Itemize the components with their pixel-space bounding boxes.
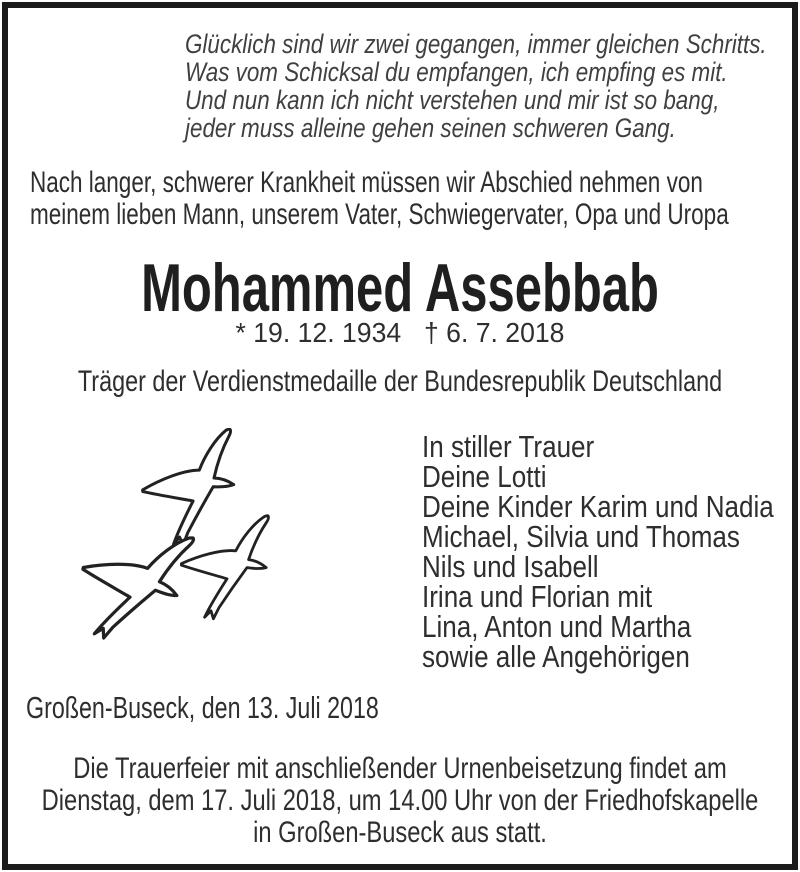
- poem-line: Was vom Schicksal du empfangen, ich empfing es mit.: [185, 57, 728, 87]
- poem-line: Glücklich sind wir zwei gegangen, immer gleichen Schritts.: [185, 29, 767, 59]
- mourner-line: Deine Kinder Karim und Nadia: [422, 489, 774, 524]
- intro-text: [30, 167, 729, 231]
- funeral-info: [42, 753, 759, 849]
- mourner-line: Deine Lotti: [422, 459, 547, 494]
- place-date-line: Großen-Buseck, den 13. Juli 2018: [26, 690, 379, 725]
- mourner-line: sowie alle Angehörigen: [422, 639, 690, 674]
- poem-line: Und nun kann ich nicht verstehen und mir ist so bang,: [185, 85, 720, 115]
- mourner-line: Michael, Silvia und Thomas: [422, 519, 740, 554]
- mourners-list: [422, 429, 774, 674]
- funeral-line: Dienstag, dem 17. Juli 2018, um 14.00 Uhr von der Friedhofskapelle: [41, 784, 759, 817]
- mourner-line: Irina und Florian mit: [422, 579, 653, 614]
- death-date: † 6. 7. 2018: [423, 317, 565, 348]
- bird-bottom-left: [70, 514, 194, 653]
- intro-line: meinem lieben Mann, unserem Vater, Schwiegervater, Opa und Uropa: [30, 198, 729, 231]
- deceased-name: Mohammed Assebbab: [141, 250, 659, 326]
- funeral-line: Die Trauerfeier mit anschließender Urnenbeisetzung findet am: [73, 752, 727, 785]
- bird-top: [137, 429, 242, 549]
- mourner-line: In stiller Trauer: [422, 429, 595, 464]
- birth-date: * 19. 12. 1934: [235, 317, 402, 348]
- intro-line: Nach langer, schwerer Krankheit müssen wir Abschied nehmen von: [30, 166, 703, 199]
- mourner-line: Nils und Isabell: [422, 549, 599, 584]
- flying-birds-illustration: [70, 428, 400, 683]
- funeral-line: in Großen-Buseck aus statt.: [253, 816, 547, 849]
- poem: [185, 30, 767, 142]
- mourner-line: Lina, Anton und Martha: [422, 609, 692, 644]
- life-dates: [236, 318, 565, 348]
- poem-line: jeder muss alleine gehen seinen schweren Gang.: [185, 113, 676, 143]
- bird-right: [181, 516, 268, 619]
- honor-line: Träger der Verdienstmedaille der Bundesrepublik Deutschland: [77, 365, 723, 398]
